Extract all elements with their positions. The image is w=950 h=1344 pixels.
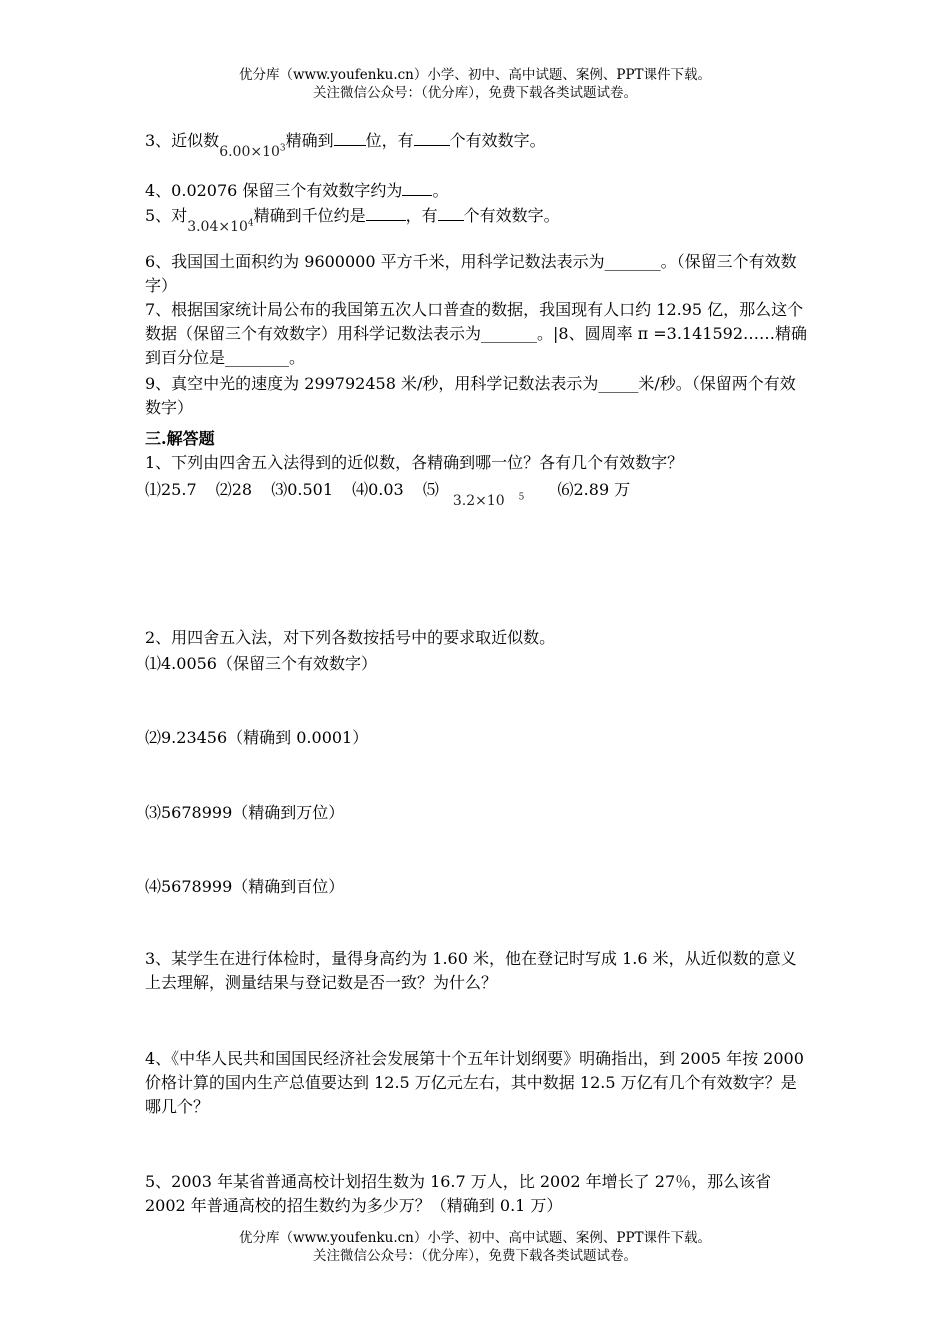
- question-fill-6: 6、我国国土面积约为 9600000 平方千米，用科学记数法表示为_______。（保留三个有效数字）: [145, 252, 797, 295]
- solve-question-5: 5、2003 年某省普通高校计划招生数为 16.7 万人，比 2002 年增长了 27％，那么该省 2002 年普通高校的招生数约为多少万？（精确到 0.1 万）: [145, 1172, 772, 1215]
- q5-text-b: 精确到千位约是: [253, 206, 366, 225]
- q3-text-d: 个有效数字。: [449, 131, 546, 150]
- q5-text-c: ，有: [405, 206, 438, 225]
- q4-text-b: 。: [432, 181, 449, 200]
- solve-question-3: 3、某学生在进行体检时，量得身高约为 1.60 米，他在登记时写成 1.6 米，从近似数的意义上去理解，测量结果与登记数是否一致？为什么？: [145, 949, 797, 992]
- q4-text-a: 4、0.02076 保留三个有效数字约为: [145, 181, 403, 200]
- q1-item-6: ⑹2.89 万: [557, 480, 631, 499]
- q1-item-5: ⑸3.2×10 $^5$: [422, 480, 525, 509]
- section-title: 三.解答题: [145, 429, 215, 448]
- q2-item-3: ⑶5678999（精确到万位）: [145, 803, 345, 822]
- header-line-1: 优分库（www.youfenku.cn）小学、初中、高中试题、案例、PPT课件下载。: [238, 67, 712, 83]
- q2-item-4: ⑷5678999（精确到百位）: [145, 877, 345, 896]
- question-fill-9: 9、真空中光的速度为 299792458 米/秒，用科学记数法表示为_____米/秒。（保留两个有效数字）: [145, 374, 796, 417]
- q3-blank-2[interactable]: [414, 131, 450, 146]
- q3-text-b: 精确到: [285, 131, 334, 150]
- q4-blank[interactable]: [402, 181, 432, 196]
- question-fill-7-8: 7、根据国家统计局公布的我国第五次人口普查的数据，我国现有人口约 12.95 亿，那么这个数据（保留三个有效数字）用科学记数法表示为_______。|8、圆周率 π =3.141592……精确到百分位是________。: [145, 300, 808, 367]
- q1-item-2: ⑵28: [215, 480, 253, 499]
- q3-blank-1[interactable]: [334, 131, 366, 146]
- q3-text-c: 位，有: [365, 131, 414, 150]
- solve-question-2: 2、用四舍五入法，对下列各数按括号中的要求取近似数。: [145, 628, 556, 647]
- q5-text-a: 5、对: [145, 206, 188, 225]
- page-footer: [0, 1229, 950, 1265]
- footer-line-2: 关注微信公众号：（优分库），免费下载各类试题试卷。: [313, 1248, 637, 1264]
- q1-item-1: ⑴25.7: [145, 480, 197, 499]
- question-fill-4: [145, 178, 448, 201]
- q1-item-4: ⑷0.03: [352, 480, 404, 499]
- q2-item-2: ⑵9.23456（精确到 0.0001）: [145, 728, 369, 747]
- q1-item-3: ⑶0.501: [271, 480, 334, 499]
- question-fill-3: [145, 128, 546, 160]
- q3-text-a: 3、近似数: [145, 131, 220, 150]
- q5-blank-1[interactable]: [366, 206, 406, 221]
- solve-question-1-items: [145, 477, 644, 509]
- question-fill-5: [145, 203, 560, 235]
- solve-question-4: 4、《中华人民共和国国民经济社会发展第十个五年计划纲要》明确指出，到 2005 年按 2000 价格计算的国内生产总值要达到 12.5 万亿元左右，其中数据 12.5 万亿有几个有效数字？是哪几个？: [145, 1049, 804, 1116]
- q2-item-1: ⑴4.0056（保留三个有效数字）: [145, 654, 377, 673]
- q5-math: $3.04\times 10^4$: [187, 218, 254, 235]
- page-header: [0, 66, 950, 102]
- solve-question-1: 1、下列由四舍五入法得到的近似数，各精确到哪一位？各有几个有效数字？: [145, 453, 684, 472]
- q5-blank-2[interactable]: [438, 206, 464, 221]
- footer-line-1: 优分库（www.youfenku.cn）小学、初中、高中试题、案例、PPT课件下载。: [238, 1230, 712, 1246]
- q5-text-d: 个有效数字。: [463, 206, 560, 225]
- q3-math: $6.00\times 10^3$: [219, 143, 286, 160]
- header-line-2: 关注微信公众号：（优分库），免费下载各类试题试卷。: [313, 85, 637, 101]
